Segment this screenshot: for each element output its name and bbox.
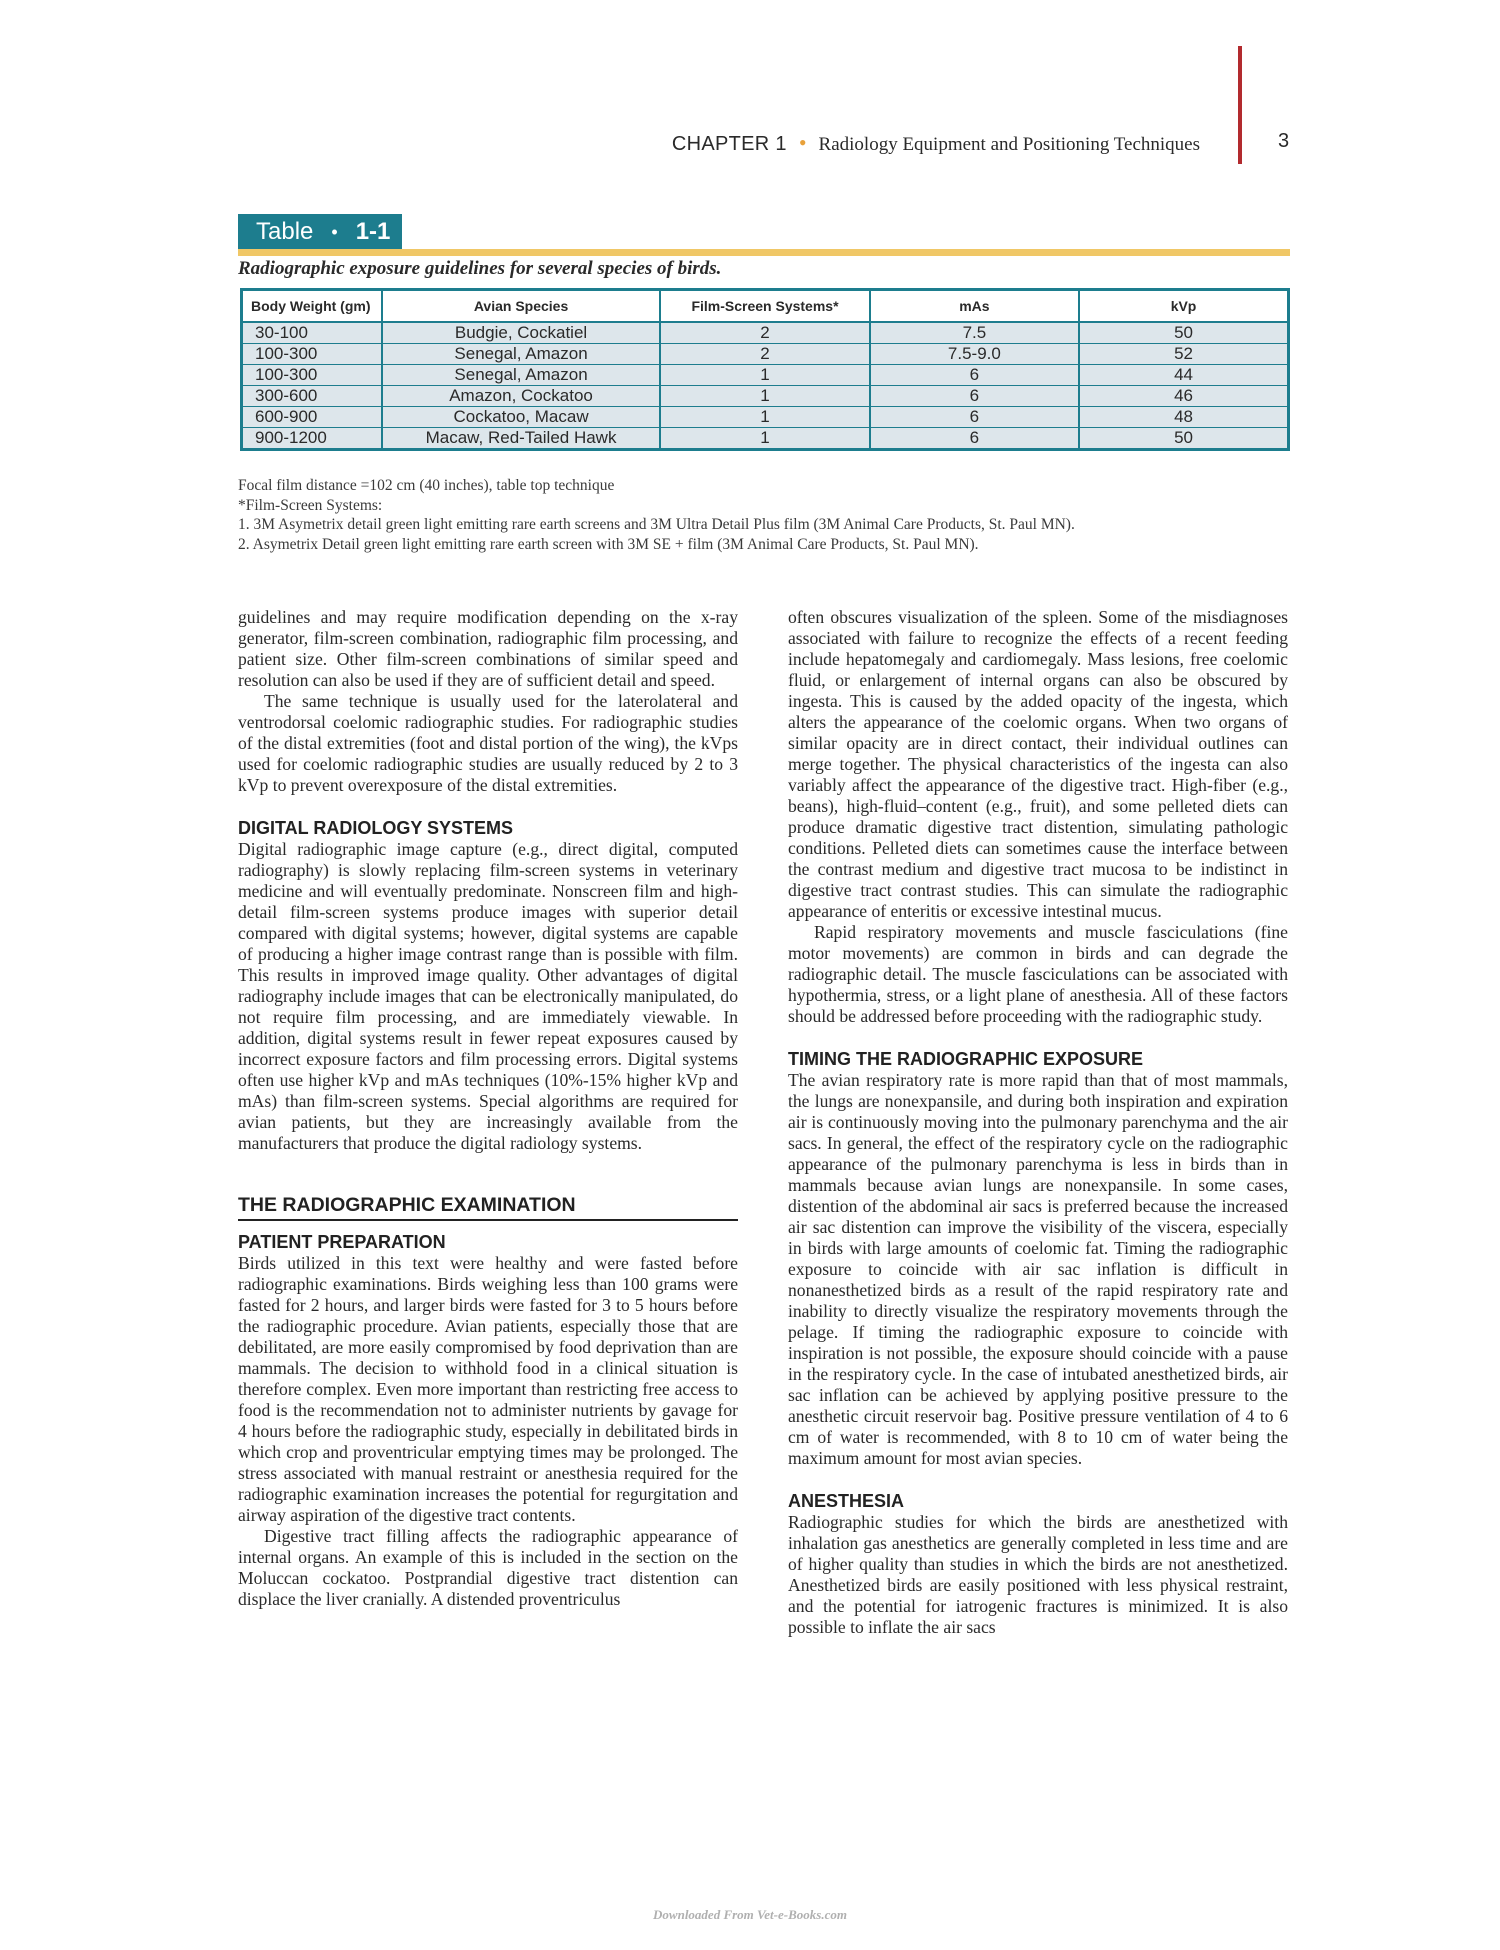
header-vertical-rule <box>1238 46 1242 164</box>
table-cell: 30-100 <box>242 322 382 344</box>
left-column <box>238 607 738 1610</box>
footnote: 1. 3M Asymetrix detail green light emitting rare earth screens and 3M Ultra Detail Plus film (3M Animal Care Products, St. Paul MN). <box>238 516 1075 533</box>
table-cell: 2 <box>660 344 869 365</box>
chapter-title: Radiology Equipment and Positioning Techniques <box>818 134 1200 155</box>
body-paragraph: The same technique is usually used for the laterolateral and ventrodorsal coelomic radiographic studies. For radiographic studies of the distal extremities (foot and distal portion of the wing), the kVps used for coelomic radiographic studies are usually reduced by 2 to 3 kVp to prevent overexposure of the distal extremities. <box>238 691 738 795</box>
table-cell: 300-600 <box>242 386 382 407</box>
table-cell: 6 <box>870 407 1079 428</box>
column-header-body-weight: Body Weight (gm) <box>242 290 382 323</box>
table-cell: 2 <box>660 322 869 344</box>
body-paragraph: guidelines and may require modification depending on the x-ray generator, film-screen combination, radiographic film processing, and patient size. Other film-screen combinations of similar speed and resolution can also be used if they are of sufficient detail and speed. <box>238 607 738 690</box>
footnote: Focal film distance =102 cm (40 inches), table top technique <box>238 477 615 494</box>
bullet-icon: • <box>798 130 807 155</box>
bullet-icon: • <box>331 221 338 242</box>
table-cell: 50 <box>1079 428 1288 450</box>
running-head <box>672 130 1200 156</box>
body-paragraph: Digital radiographic image capture (e.g., direct digital, computed radiography) is slowly replacing film-screen systems in veterinary medicine and will eventually predominate. Nonscreen film and high-detail film-screen systems produce images with superior detail compared with digital systems; however, digital systems are capable of producing a higher image contrast range than is possible with film. This results in improved image quality. Other advantages of digital radiography include images that can be electronically manipulated, do not require film processing, and are immediately viewable. In addition, digital systems result in fewer repeat exposures caused by incorrect exposure factors and film processing errors. Digital systems often use higher kVp and mAs techniques (10%-15% higher kVp and mAs) than film-screen systems. Special algorithms are required for avian patients, but they are increasingly available from the manufacturers that produce the digital radiology systems. <box>238 839 738 1153</box>
table-row <box>242 322 1289 344</box>
section-heading-timing-exposure: TIMING THE RADIOGRAPHIC EXPOSURE <box>788 1049 1144 1069</box>
table-cell: 6 <box>870 386 1079 407</box>
body-paragraph: Radiographic studies for which the birds are anesthetized with inhalation gas anesthetics are generally completed in less time and are of higher quality than studies in which the birds are not anesthetized. Anesthetized birds are easily positioned with less physical restraint, and the potential for iatrogenic fractures is minimized. It is also possible to inflate the air sacs <box>788 1512 1288 1637</box>
table-cell: 7.5-9.0 <box>870 344 1079 365</box>
chapter-label: CHAPTER 1 <box>671 133 787 155</box>
table-row <box>242 365 1289 386</box>
table-cell: 100-300 <box>242 365 382 386</box>
table-cell: 6 <box>870 365 1079 386</box>
table-cell: 46 <box>1079 386 1288 407</box>
body-paragraph: Birds utilized in this text were healthy and were fasted before radiographic examinations. Birds weighing less than 100 grams were fasted for 2 hours, and larger birds were fasted for 3 to 5 hours before the radiographic procedure. Avian patients, especially those that are debilitated, are more easily compromised by food deprivation than are mammals. The decision to withhold food in a clinical situation is therefore complex. Even more important than restricting free access to food is the recommendation not to administer nutrients by gavage for 4 hours before the radiographic study, especially in debilitated birds in which crop and proventricular emptying times may be prolonged. The stress associated with manual restraint or anesthesia required for the radiographic examination increases the potential for regurgitation and airway aspiration of the digestive tract contents. <box>238 1253 738 1525</box>
table-divider <box>238 249 1290 256</box>
table-cell: 6 <box>870 428 1079 450</box>
table-cell: Senegal, Amazon <box>382 365 661 386</box>
table-label-word: Table <box>256 218 314 245</box>
right-column <box>788 607 1288 1638</box>
section-heading-patient-preparation: PATIENT PREPARATION <box>238 1232 446 1252</box>
footnote: *Film-Screen Systems: <box>238 496 383 514</box>
table-row <box>242 344 1289 365</box>
watermark-text: Downloaded From Vet-e-Books.com <box>653 1907 847 1922</box>
body-paragraph: Rapid respiratory movements and muscle fasciculations (fine motor movements) are common in birds and can degrade the radiographic detail. The muscle fasciculations can be associated with hypothermia, stress, or a light plane of anesthesia. All of these factors should be addressed before proceeding with the radiographic study. <box>788 922 1288 1026</box>
column-header-avian-species: Avian Species <box>382 290 661 323</box>
table-cell: 1 <box>660 365 869 386</box>
table-cell: 900-1200 <box>242 428 382 450</box>
body-paragraph: often obscures visualization of the spleen. Some of the misdiagnoses associated with failure to recognize the effects of a recent feeding include hepatomegaly and cardiomegaly. Mass lesions, free coelomic fluid, or enlargement of internal organs can also be obscured by ingesta. This is caused by the added opacity of the ingesta, which alters the appearance of the coelomic organs. When two organs of similar opacity are in direct contact, their individual outlines can merge together. The physical characteristics of the ingesta can also variably affect the appearance of the digestive tract. High-fiber (e.g., beans), high-fluid–content (e.g., fruit), and some pelleted diets can produce dramatic digestive tract distention, simulating pathologic conditions. Pelleted diets can sometimes cause the interface between the contrast medium and digestive tract mucosa to be indistinct in digestive tract contrast studies. This can simulate the radiographic appearance of enteritis or excessive intestinal mucus. <box>788 607 1288 921</box>
column-header-film-screen: Film-Screen Systems* <box>660 290 869 323</box>
table-cell: 600-900 <box>242 407 382 428</box>
table-label-tab <box>238 214 402 250</box>
table-cell: Amazon, Cockatoo <box>382 386 661 407</box>
table-cell: 50 <box>1079 322 1288 344</box>
table-cell: Budgie, Cockatiel <box>382 322 661 344</box>
page-number: 3 <box>1278 130 1290 152</box>
column-header-kvp: kVp <box>1079 290 1288 323</box>
table-number: 1-1 <box>355 218 391 245</box>
table-cell: 100-300 <box>242 344 382 365</box>
exposure-table <box>240 288 1290 451</box>
section-heading-anesthesia: ANESTHESIA <box>788 1491 905 1511</box>
table-cell: 1 <box>660 428 869 450</box>
footnote: 2. Asymetrix Detail green light emitting rare earth screen with 3M SE + film (3M Animal Care Products, St. Paul MN). <box>238 535 979 553</box>
table-cell: Senegal, Amazon <box>382 344 661 365</box>
table-header-row <box>242 290 1289 323</box>
section-heading-radiographic-examination: THE RADIOGRAPHIC EXAMINATION <box>238 1192 738 1221</box>
body-paragraph: Digestive tract filling affects the radiographic appearance of internal organs. An example of this is included in the section on the Moluccan cockatoo. Postprandial digestive tract distention can displace the liver cranially. A distended proventriculus <box>238 1526 738 1609</box>
column-header-mas: mAs <box>870 290 1079 323</box>
table-cell: 52 <box>1079 344 1288 365</box>
section-heading-digital-radiology: DIGITAL RADIOLOGY SYSTEMS <box>238 818 514 838</box>
table-cell: 1 <box>660 386 869 407</box>
table-cell: Cockatoo, Macaw <box>382 407 661 428</box>
table-cell: Macaw, Red-Tailed Hawk <box>382 428 661 450</box>
table-cell: 7.5 <box>870 322 1079 344</box>
table-footnotes <box>238 476 1075 554</box>
table-row <box>242 428 1289 450</box>
table-row <box>242 407 1289 428</box>
table-caption: Radiographic exposure guidelines for several species of birds. <box>238 258 722 279</box>
table-cell: 44 <box>1079 365 1288 386</box>
table-cell: 48 <box>1079 407 1288 428</box>
table-cell: 1 <box>660 407 869 428</box>
body-paragraph: The avian respiratory rate is more rapid than that of most mammals, the lungs are nonexpansile, and during both inspiration and expiration air is continuously moving into the pulmonary parenchyma and the air sacs. In general, the effect of the respiratory cycle on the radiographic appearance of the pulmonary parenchyma is less in birds than in mammals because avian lungs are nonexpansile. In some cases, distention of the abdominal air sacs is preferred because the increased air sac distention can improve the visibility of the viscera, especially in birds with large amounts of coelomic fat. Timing the radiographic exposure to coincide with air sac inflation is difficult in nonanesthetized birds as a result of the rapid respiratory rate and inability to directly visualize the respiratory movements through the pelage. If timing the radiographic exposure to coincide with inspiration is not possible, the exposure should coincide with a pause in the respiratory cycle. In the case of intubated anesthetized birds, air sac inflation can be achieved by applying positive pressure to the anesthetic circuit reservoir bag. Positive pressure ventilation of 4 to 6 cm of water is recommended, with 8 to 10 cm of water being the maximum amount for most avian species. <box>788 1070 1288 1468</box>
table-row <box>242 386 1289 407</box>
